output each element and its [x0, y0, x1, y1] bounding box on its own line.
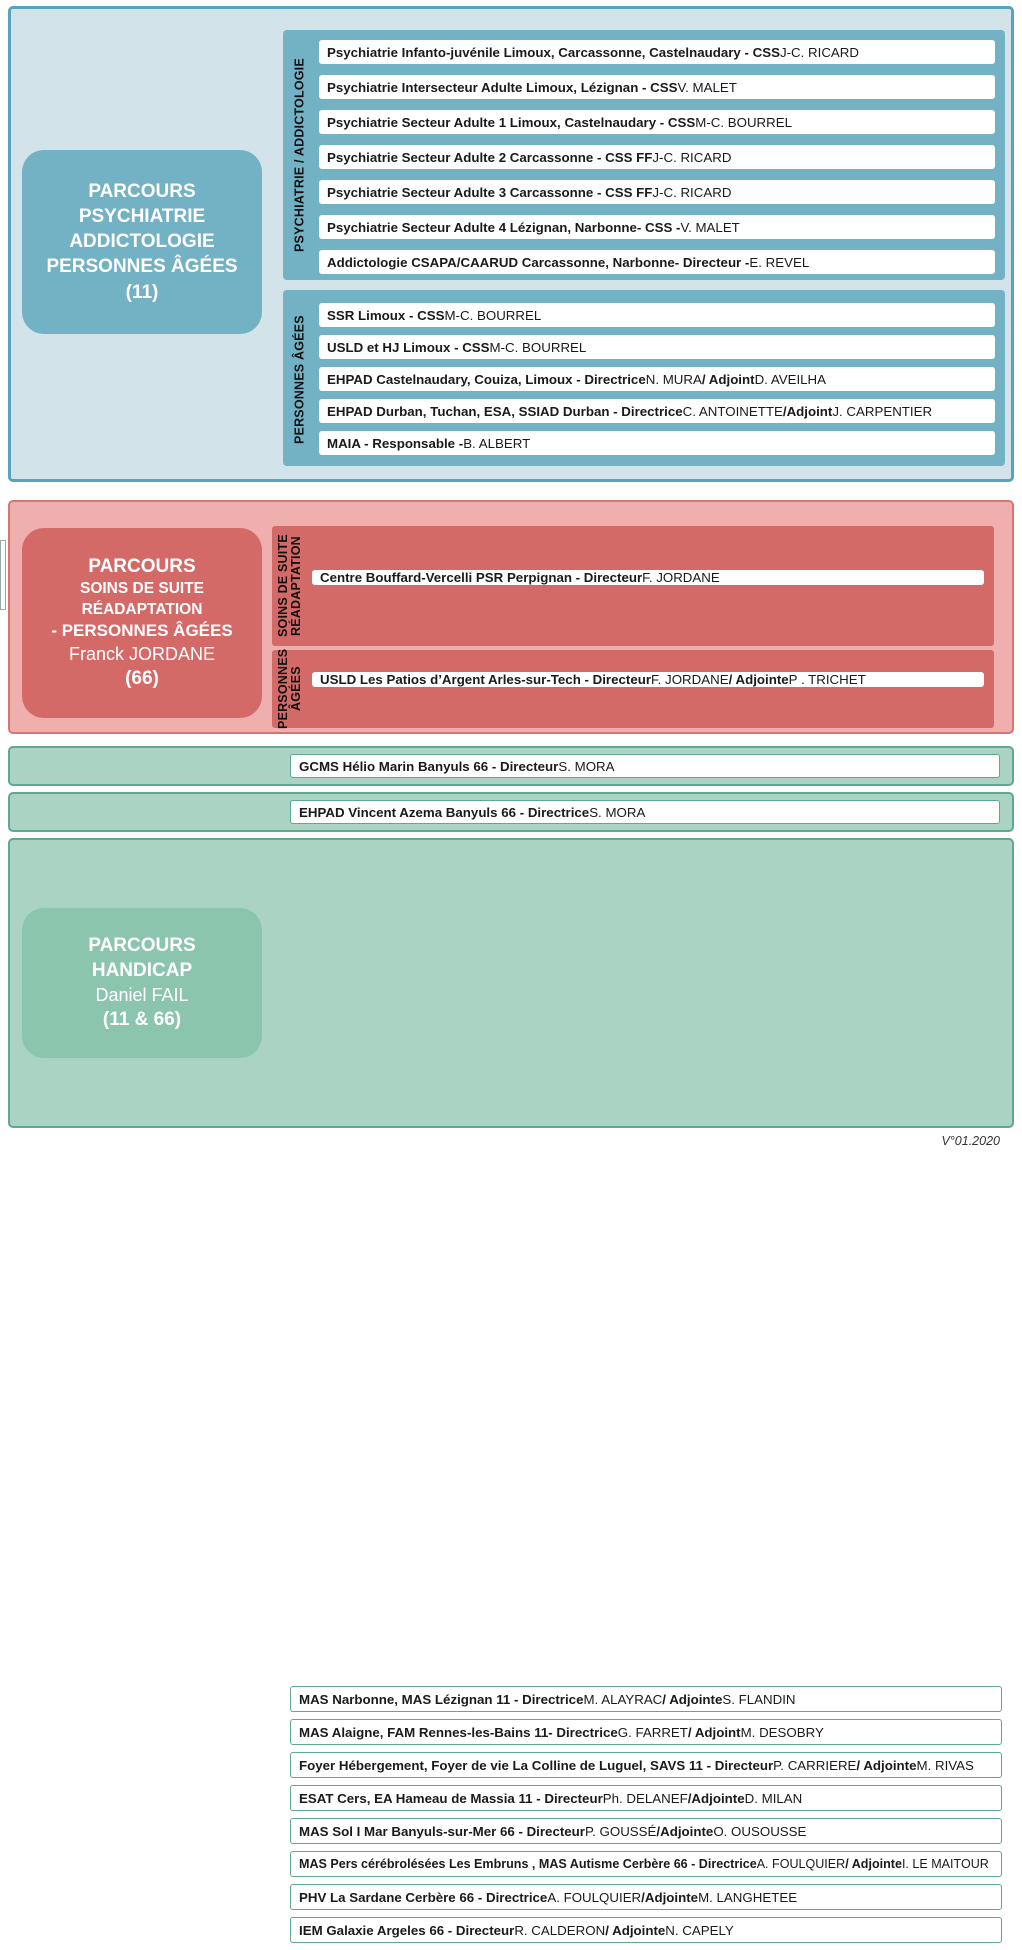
entity-deputy-label: / Adjointe [845, 1857, 902, 1871]
group-soins-de-suite [272, 526, 994, 646]
entity-person: S. MORA [589, 804, 646, 820]
group-personnes-agees-11 [283, 290, 1005, 466]
row-list-soins-de-suite [312, 570, 984, 585]
entity-row[interactable] [290, 1818, 1002, 1844]
entity-deputy-person: M. RIVAS [916, 1757, 974, 1773]
group-personnes-agees-66 [272, 650, 994, 728]
entity-title: Psychiatrie Secteur Adulte 1 Limoux, Castelnaudary - CSS [327, 114, 696, 130]
row-list-psychiatrie [319, 40, 995, 285]
entity-deputy-label: /Adjointe [656, 1823, 714, 1839]
entity-title: EHPAD Vincent Azema Banyuls 66 - Directrice [299, 804, 590, 820]
parcours-handicap-line-2: HANDICAP [91, 960, 193, 982]
entity-row[interactable] [290, 1851, 1002, 1877]
entity-person: M. ALAYRAC [583, 1691, 663, 1707]
entity-title: PHV La Sardane Cerbère 66 - Directrice [299, 1889, 548, 1905]
parcours-card-psychiatrie[interactable] [22, 150, 262, 334]
entity-person: N. MURA [645, 371, 702, 387]
entity-row[interactable] [319, 145, 995, 169]
parcours-ssr-line-2: SOINS DE SUITE RÉADAPTATION [79, 580, 205, 618]
parcours-handicap-line-4: (11 & 66) [102, 1009, 182, 1031]
entity-person: R. CALDERON [514, 1922, 606, 1938]
parcours-handicap-line-1: PARCOURS [88, 934, 196, 956]
entity-title: MAIA - Responsable - [327, 435, 464, 451]
entity-deputy-label: /Adjointe [641, 1889, 699, 1905]
entity-person: J-C. RICARD [652, 149, 732, 165]
entity-person: M-C. BOURREL [444, 307, 542, 323]
entity-person: P. GOUSSÉ [584, 1823, 657, 1839]
entity-row[interactable] [290, 754, 1000, 778]
entity-title: Addictologie CSAPA/CAARUD Carcassonne, Narbonne- Directeur - [327, 254, 750, 270]
entity-row[interactable] [319, 40, 995, 64]
entity-deputy-person: M. DESOBRY [740, 1724, 824, 1740]
entity-person: P. CARRIERE [773, 1757, 857, 1773]
entity-row[interactable] [290, 1686, 1002, 1712]
entity-title: IEM Galaxie Argeles 66 - Directeur [299, 1922, 515, 1938]
entity-title: MAS Alaigne, FAM Rennes-les-Bains 11- Directrice [299, 1724, 618, 1740]
group-side-label-soins-de-suite: SOINS DE SUITE RÉADAPTATION [275, 534, 303, 638]
entity-deputy-label: / Adjoint [687, 1724, 741, 1740]
entity-person: C. ANTOINETTE [682, 403, 783, 419]
entity-deputy-label: / Adjoint [701, 371, 755, 387]
entity-deputy-label: / Adjointe [662, 1691, 723, 1707]
entity-title: Psychiatrie Intersecteur Adulte Limoux, Lézignan - CSS [327, 79, 678, 95]
parcours-ssr-line-5: (66) [125, 668, 159, 690]
parcours-line-3: ADDICTOLOGIE [69, 230, 215, 252]
entity-title: Psychiatrie Secteur Adulte 2 Carcassonne - CSS FF [327, 149, 653, 165]
entity-row[interactable] [319, 75, 995, 99]
parcours-line-1: PARCOURS [88, 180, 196, 202]
entity-person: B. ALBERT [463, 435, 531, 451]
entity-person: M-C. BOURREL [695, 114, 793, 130]
group-side-label-personnes-agees-66: PERSONNES ÂGÉES [275, 648, 303, 730]
entity-row[interactable] [319, 215, 995, 239]
entity-row[interactable] [319, 431, 995, 455]
parcours-ssr-line-3: - PERSONNES ÂGÉES [51, 620, 233, 640]
entity-person: J-C. RICARD [779, 44, 860, 60]
row-list-handicap [290, 1686, 1002, 1950]
entity-deputy-person: D. AVEILHA [754, 371, 827, 387]
entity-person: V. MALET [680, 219, 740, 235]
entity-row[interactable] [290, 1752, 1002, 1778]
entity-row[interactable] [319, 303, 995, 327]
entity-deputy-label: /Adjoint [782, 403, 833, 419]
entity-deputy-person: N. CAPELY [665, 1922, 734, 1938]
entity-row[interactable] [319, 367, 995, 391]
entity-row[interactable] [319, 399, 995, 423]
strip-ehpad-vincent-azema [8, 792, 1014, 832]
entity-person: S. MORA [558, 758, 615, 774]
entity-deputy-person: M. LANGHETEE [698, 1889, 798, 1905]
parcours-card-ssr[interactable] [22, 528, 262, 718]
entity-title: Psychiatrie Secteur Adulte 3 Carcassonne - CSS FF [327, 184, 653, 200]
entity-title: USLD et HJ Limoux - CSS [327, 339, 490, 355]
entity-row[interactable] [290, 1884, 1002, 1910]
entity-title: EHPAD Castelnaudary, Couiza, Limoux - Directrice [327, 371, 646, 387]
entity-deputy-label: / Adjointe [728, 672, 789, 687]
entity-deputy-person: P . TRICHET [788, 672, 866, 687]
parcours-handicap-line-3: Daniel FAIL [95, 985, 189, 1006]
entity-person: M-C. BOURREL [489, 339, 587, 355]
entity-person: J-C. RICARD [652, 184, 732, 200]
entity-title: USLD Les Patios d’Argent Arles-sur-Tech - Directeur [320, 672, 652, 687]
group-psychiatrie-addictologie [283, 30, 1005, 280]
entity-deputy-person: D. MILAN [744, 1790, 803, 1806]
entity-row[interactable] [290, 1719, 1002, 1745]
entity-person: G. FARRET [617, 1724, 688, 1740]
entity-title: MAS Narbonne, MAS Lézignan 11 - Directrice [299, 1691, 584, 1707]
entity-title: MAS Pers cérébrolésées Les Embruns , MAS Autisme Cerbère 66 - Directrice [299, 1857, 757, 1871]
group-side-label-psychiatrie: PSYCHIATRIE / ADDICTOLOGIE [292, 58, 307, 252]
entity-person: E. REVEL [749, 254, 810, 270]
entity-title: Psychiatrie Infanto-juvénile Limoux, Carcassonne, Castelnaudary - CSS [327, 44, 780, 60]
entity-title: Centre Bouffard-Vercelli PSR Perpignan - Directeur [320, 570, 643, 585]
entity-row[interactable] [290, 1785, 1002, 1811]
entity-deputy-person: I. LE MAITOUR [901, 1857, 989, 1871]
entity-row[interactable] [319, 250, 995, 274]
entity-person: A. FOULQUIER [547, 1889, 642, 1905]
entity-row[interactable] [319, 180, 995, 204]
entity-row[interactable] [290, 800, 1000, 824]
entity-person: F. JORDANE [642, 570, 720, 585]
entity-row[interactable] [319, 335, 995, 359]
parcours-line-2: PSYCHIATRIE [78, 205, 206, 227]
entity-title: Psychiatrie Secteur Adulte 4 Lézignan, Narbonne- CSS - [327, 219, 681, 235]
entity-deputy-person: J. CARPENTIER [832, 403, 933, 419]
entity-person: V. MALET [677, 79, 737, 95]
row-list-personnes-agees-11 [319, 303, 995, 463]
entity-title: ESAT Cers, EA Hameau de Massia 11 - Directeur [299, 1790, 603, 1806]
entity-row[interactable] [319, 110, 995, 134]
parcours-line-5: (11) [125, 281, 159, 303]
entity-row[interactable] [312, 672, 984, 687]
entity-person: A. FOULQUIER [756, 1857, 846, 1871]
entity-row[interactable] [312, 570, 984, 585]
left-edge-notch [0, 540, 6, 610]
entity-title: MAS Sol I Mar Banyuls-sur-Mer 66 - Directeur [299, 1823, 585, 1839]
entity-deputy-label: / Adjointe [605, 1922, 666, 1938]
entity-person: F. JORDANE [651, 672, 729, 687]
entity-title: SSR Limoux - CSS [327, 307, 445, 323]
entity-deputy-label: /Adjointe [687, 1790, 745, 1806]
parcours-card-handicap[interactable] [22, 908, 262, 1058]
entity-deputy-person: O. OUSOUSSE [713, 1823, 807, 1839]
strip-gcms-helio-marin [8, 746, 1014, 786]
parcours-ssr-line-1: PARCOURS [88, 556, 196, 578]
entity-title: EHPAD Durban, Tuchan, ESA, SSIAD Durban - Directrice [327, 403, 683, 419]
parcours-line-4: PERSONNES ÂGÉES [46, 255, 238, 277]
parcours-ssr-line-4: Franck JORDANE [68, 643, 216, 664]
entity-title: Foyer Hébergement, Foyer de vie La Colline de Luguel, SAVS 11 - Directeur [299, 1757, 774, 1773]
entity-row[interactable] [290, 1917, 1002, 1943]
entity-person: Ph. DELANEF [602, 1790, 688, 1806]
version-label: V°01.2020 [941, 1134, 1000, 1148]
entity-title: GCMS Hélio Marin Banyuls 66 - Directeur [299, 758, 559, 774]
group-side-label-personnes-agees: PERSONNES ÂGÉES [292, 315, 307, 445]
row-list-personnes-agees-66 [312, 672, 984, 687]
entity-deputy-person: S. FLANDIN [722, 1691, 796, 1707]
entity-deputy-label: / Adjointe [856, 1757, 917, 1773]
